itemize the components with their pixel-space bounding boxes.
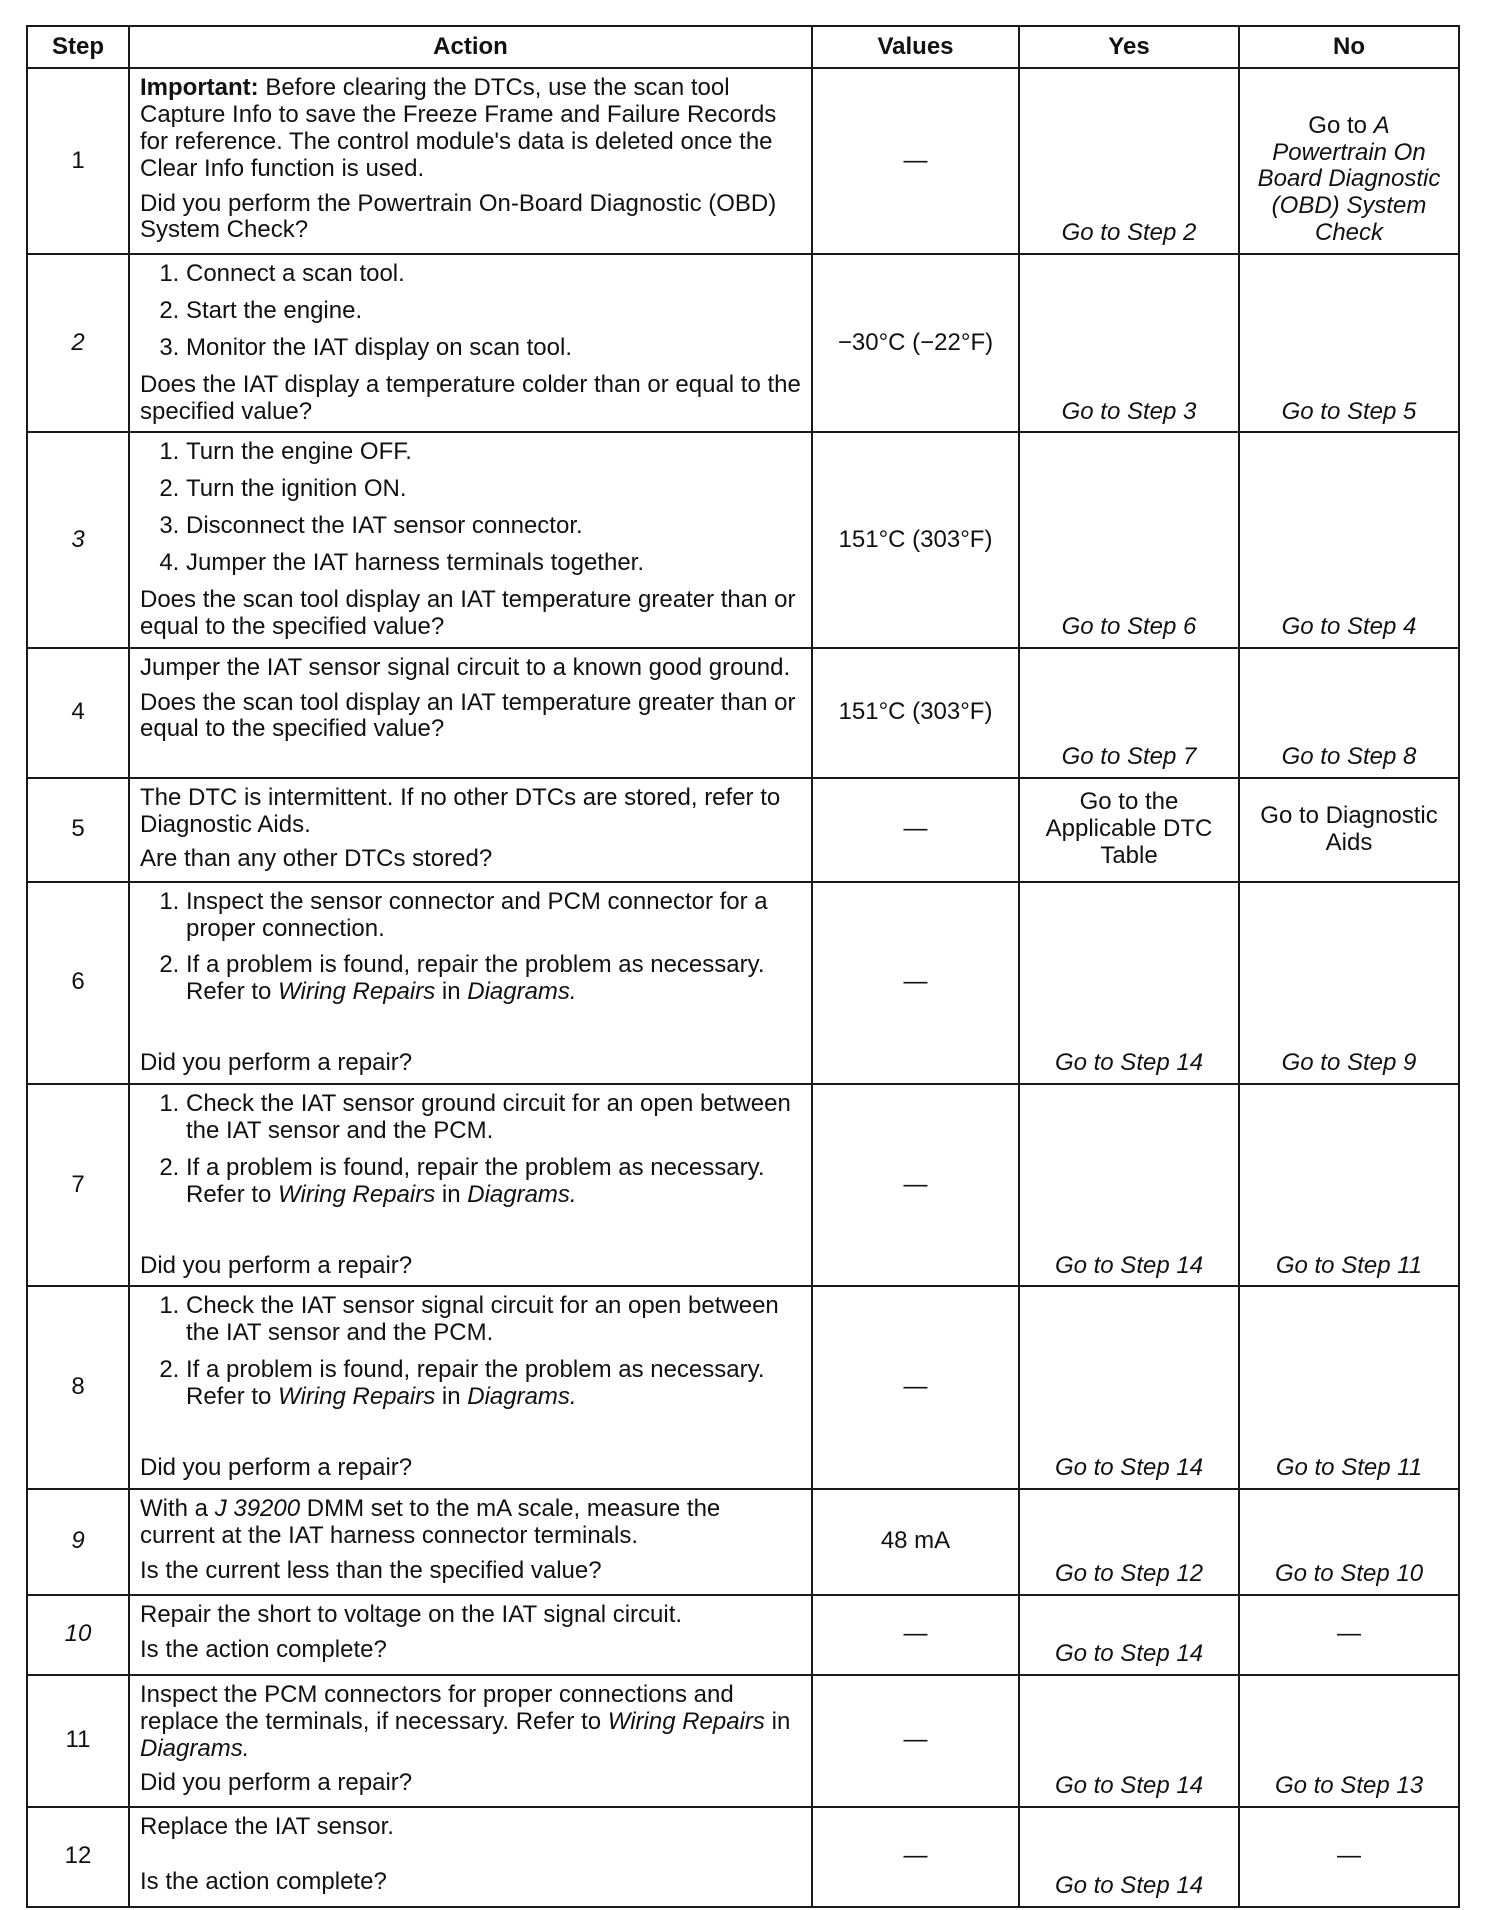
no-cell: — [1239, 1595, 1459, 1675]
table-row [27, 254, 1459, 432]
action-text: Repair the short to voltage on the IAT signal circuit. [140, 1600, 683, 1628]
yes-cell: Go to the Applicable DTC Table [1019, 778, 1239, 882]
yes-cell: Go to Step 14 [1019, 1595, 1239, 1675]
action-cell [129, 432, 812, 647]
reference-wiring-repairs: Wiring Repairs [278, 978, 436, 1006]
table-row [27, 1084, 1459, 1286]
action-cell [129, 1286, 812, 1488]
table-row [27, 1675, 1459, 1807]
action-step [186, 1357, 801, 1411]
reference-diagrams: Diagrams. [467, 978, 577, 1006]
action-step: 1. Turn the engine OFF. [186, 439, 801, 466]
yes-cell: Go to Step 14 [1019, 882, 1239, 1084]
header-row [27, 26, 1459, 68]
no-cell: Go to Step 4 [1239, 432, 1459, 647]
yes-cell: Go to Step 14 [1019, 1807, 1239, 1907]
reference-diagrams: Diagrams. [467, 1383, 577, 1410]
action-question: Is the current less than the specified value? [140, 1556, 602, 1584]
step-number: 2 [27, 254, 129, 432]
action-steps [140, 1091, 801, 1209]
value-cell: 48 mA [812, 1489, 1019, 1595]
action-step [186, 952, 801, 1006]
yes-cell: Go to Step 2 [1019, 68, 1239, 254]
action-text-part: DMM set to the mA scale, measure the current at the IAT harness connector terminals. [140, 1494, 721, 1549]
action-text-part: in [764, 1707, 791, 1735]
yes-cell: Go to Step 7 [1019, 648, 1239, 778]
action-steps [140, 889, 801, 1007]
no-cell: Go to Diagnostic Aids [1239, 778, 1459, 882]
value-cell: — [812, 1675, 1019, 1807]
no-prefix: Go to [1308, 111, 1374, 139]
table-row [27, 68, 1459, 254]
no-cell: Go to Step 8 [1239, 648, 1459, 778]
action-question: Did you perform a repair? [140, 1049, 413, 1077]
action-text-part: Inspect the PCM connectors for proper connections and replace the terminals, if necessary. Refer to [140, 1680, 734, 1735]
action-steps [140, 261, 801, 362]
table-row [27, 1595, 1459, 1675]
important-text: Before clearing the DTCs, use the scan tool Capture Info to save the Freeze Frame and Failure Records for reference. The control module's data is deleted once the Clear Info function is used. [140, 74, 777, 182]
step-number: 3 [27, 432, 129, 647]
value-cell: — [812, 1595, 1019, 1675]
action-cell [129, 778, 812, 882]
action-text: Jumper the IAT sensor signal circuit to a known good ground. [140, 653, 791, 681]
action-cell [129, 68, 812, 254]
yes-cell: Go to Step 14 [1019, 1675, 1239, 1807]
table-row [27, 648, 1459, 778]
action-cell [129, 648, 812, 778]
action-cell [129, 1489, 812, 1595]
value-cell: — [812, 1084, 1019, 1286]
action-text: The DTC is intermittent. If no other DTCs are stored, refer to Diagnostic Aids. [140, 783, 781, 838]
header-step: Step [27, 26, 129, 68]
step-text: If a problem is found, repair the problem as necessary. Refer to [186, 951, 765, 1006]
step-text: in [435, 1383, 468, 1410]
action-question: Are than any other DTCs stored? [140, 845, 493, 873]
step-number: 9 [27, 1489, 129, 1595]
value-cell: — [812, 1286, 1019, 1488]
action-question: Does the IAT display a temperature colder than or equal to the specified value? [140, 370, 801, 425]
step-number: 12 [27, 1807, 129, 1907]
header-values: Values [812, 26, 1019, 68]
action-cell [129, 1807, 812, 1907]
value-cell: −30°C (−22°F) [812, 254, 1019, 432]
action-cell [129, 882, 812, 1084]
value-cell: — [812, 1807, 1019, 1907]
header-yes: Yes [1019, 26, 1239, 68]
yes-cell: Go to Step 3 [1019, 254, 1239, 432]
yes-cell: Go to Step 6 [1019, 432, 1239, 647]
action-cell [129, 1675, 812, 1807]
value-cell: 151°C (303°F) [812, 432, 1019, 647]
diagnostic-table [26, 25, 1460, 1908]
step-text: in [435, 1180, 468, 1208]
action-step: 4. Jumper the IAT harness terminals together. [186, 550, 801, 577]
value-cell: 151°C (303°F) [812, 648, 1019, 778]
tool-reference: J 39200 [214, 1494, 301, 1522]
reference-diagrams: Diagrams. [467, 1180, 577, 1208]
header-no: No [1239, 26, 1459, 68]
step-number: 1 [27, 68, 129, 254]
action-text-part: With a [140, 1494, 215, 1522]
reference-wiring-repairs: Wiring Repairs [607, 1707, 765, 1735]
table-row [27, 1286, 1459, 1488]
header-action: Action [129, 26, 812, 68]
action-step: 1. Check the IAT sensor ground circuit for an open between the IAT sensor and the PCM. [186, 1091, 801, 1145]
step-text: in [435, 978, 468, 1006]
action-text: Replace the IAT sensor. [140, 1812, 394, 1840]
no-cell: Go to Step 10 [1239, 1489, 1459, 1595]
step-number: 7 [27, 1084, 129, 1286]
table-row [27, 432, 1459, 647]
action-steps [140, 439, 801, 577]
action-question: Is the action complete? [140, 1635, 387, 1663]
action-cell [129, 1084, 812, 1286]
action-question: Did you perform a repair? [140, 1453, 413, 1481]
no-cell [1239, 68, 1459, 254]
action-question: Does the scan tool display an IAT temperature greater than or equal to the specified value? [140, 688, 796, 743]
step-number: 5 [27, 778, 129, 882]
table-row [27, 1807, 1459, 1907]
no-reference: A Powertrain On Board Diagnostic (OBD) System Check [1257, 111, 1441, 247]
yes-cell: Go to Step 12 [1019, 1489, 1239, 1595]
step-text: If a problem is found, repair the problem as necessary. Refer to [186, 1356, 765, 1410]
table-row [27, 882, 1459, 1084]
table-row [27, 1489, 1459, 1595]
step-number: 4 [27, 648, 129, 778]
value-cell: — [812, 68, 1019, 254]
action-step: 2. Turn the ignition ON. [186, 476, 801, 503]
reference-diagrams: Diagrams. [140, 1734, 250, 1762]
action-step: 1. Connect a scan tool. [186, 261, 801, 288]
action-step: 3. Monitor the IAT display on scan tool. [186, 335, 801, 362]
action-step: 1. Check the IAT sensor signal circuit for an open between the IAT sensor and the PCM. [186, 1293, 801, 1347]
yes-cell: Go to Step 14 [1019, 1286, 1239, 1488]
table-row [27, 778, 1459, 882]
action-question: Does the scan tool display an IAT temperature greater than or equal to the specified value? [140, 585, 796, 640]
step-text: If a problem is found, repair the problem as necessary. Refer to [186, 1153, 765, 1208]
no-cell: Go to Step 11 [1239, 1084, 1459, 1286]
action-cell [129, 1595, 812, 1675]
no-cell: Go to Step 9 [1239, 882, 1459, 1084]
action-step: 2. Start the engine. [186, 298, 801, 325]
action-question: Did you perform a repair? [140, 1769, 413, 1797]
no-cell: Go to Step 5 [1239, 254, 1459, 432]
action-cell [129, 254, 812, 432]
step-number: 6 [27, 882, 129, 1084]
action-question: Is the action complete? [140, 1867, 387, 1895]
yes-cell: Go to Step 14 [1019, 1084, 1239, 1286]
step-number: 11 [27, 1675, 129, 1807]
no-cell: — [1239, 1807, 1459, 1907]
action-question: Did you perform a repair? [140, 1251, 413, 1279]
important-label: Important: [140, 74, 259, 101]
reference-wiring-repairs: Wiring Repairs [278, 1180, 436, 1208]
value-cell: — [812, 778, 1019, 882]
value-cell: — [812, 882, 1019, 1084]
action-text [140, 1496, 801, 1550]
no-cell: Go to Step 11 [1239, 1286, 1459, 1488]
action-question: Did you perform the Powertrain On-Board Diagnostic (OBD) System Check? [140, 189, 777, 244]
important-note [140, 75, 801, 183]
action-step [186, 1155, 801, 1209]
action-steps [140, 1293, 801, 1411]
no-cell: Go to Step 13 [1239, 1675, 1459, 1807]
reference-wiring-repairs: Wiring Repairs [278, 1383, 436, 1410]
action-text [140, 1682, 801, 1763]
step-number: 8 [27, 1286, 129, 1488]
action-step: 3. Disconnect the IAT sensor connector. [186, 513, 801, 540]
step-number: 10 [27, 1595, 129, 1675]
action-step: 1. Inspect the sensor connector and PCM connector for a proper connection. [186, 889, 801, 943]
